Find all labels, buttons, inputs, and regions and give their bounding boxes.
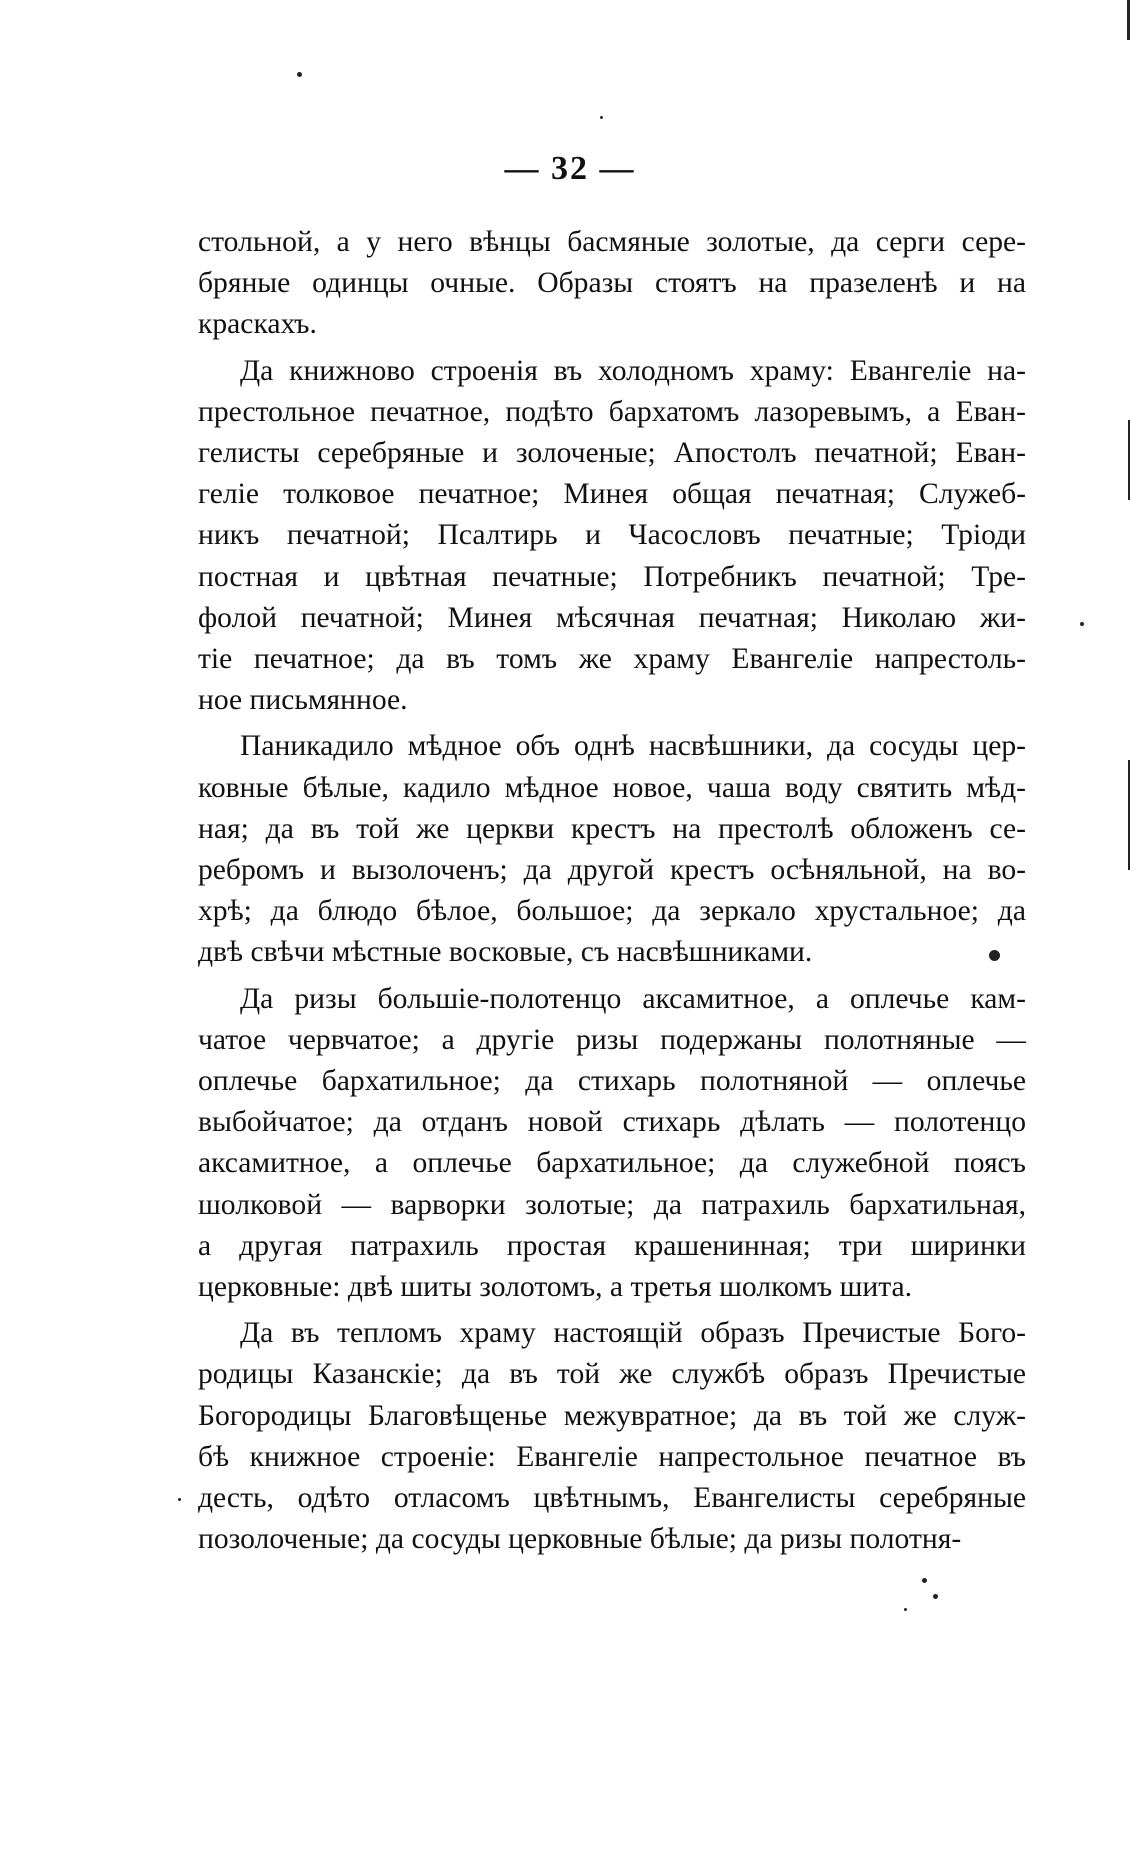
text-line: гелисты серебряные и золоченые; Апостолъ печатной; Еван- xyxy=(198,437,1026,470)
text-line: ное письмянное. xyxy=(198,684,408,717)
text-line: позолоченые; да сосуды церковные бѣлые; да ризы полотня- xyxy=(198,1523,962,1556)
text-line: Да книжново строенія въ холодномъ храму: Евангеліе на- xyxy=(240,354,1026,387)
scan-edge-mark xyxy=(1128,760,1130,870)
text-line: никъ печатной; Псалтирь и Часословъ печатные; Тріоди xyxy=(198,519,1026,552)
text-line: Да въ тепломъ храму настоящій образъ Пречистые Бого- xyxy=(240,1317,1026,1350)
text-line: а другая патрахиль простая крашенинная; три ширинки xyxy=(198,1229,1026,1262)
text-line: ребромъ и вызолоченъ; да другой крестъ осѣняльной, на во- xyxy=(198,854,1026,887)
text-line: выбойчатое; да отданъ новой стихарь дѣлать — полотенцо xyxy=(198,1106,1026,1139)
text-line: Паникадило мѣдное объ однѣ насвѣшники, да сосуды цер- xyxy=(240,730,1026,763)
page-number: — 32 — xyxy=(504,150,636,187)
text-line: бряные одинцы очные. Образы стоятъ на празеленѣ и на xyxy=(198,267,1026,300)
text-line: оплечье бархатильное; да стихарь полотняной — оплечье xyxy=(198,1065,1026,1098)
text-line: аксамитное, а оплечье бархатильное; да служебной поясъ xyxy=(198,1147,1026,1180)
text-line: ная; да въ той же церкви крестъ на престолѣ обложенъ се- xyxy=(198,812,1026,845)
text-line: геліе толковое печатное; Минея общая печатная; Служеб- xyxy=(198,478,1026,511)
scan-speck xyxy=(922,1578,927,1583)
text-line: краскахъ. xyxy=(198,308,317,341)
text-line: двѣ свѣчи мѣстные восковые, съ насвѣшниками. xyxy=(198,936,813,969)
text-line: престольное печатное, подѣто бархатомъ лазоревымъ, а Еван- xyxy=(198,395,1026,428)
body-text xyxy=(198,222,1026,1561)
scan-speck xyxy=(904,1608,907,1611)
scan-speck xyxy=(178,1498,181,1501)
scan-edge-mark xyxy=(1128,420,1130,500)
text-line: ковные бѣлые, кадило мѣдное новое, чаша воду святить мѣд- xyxy=(198,771,1026,804)
text-line: родицы Казанскіе; да въ той же службѣ образъ Пречистые xyxy=(198,1358,1026,1391)
text-line: хрѣ; да блюдо бѣлое, большое; да зеркало хрустальное; да xyxy=(198,895,1026,928)
text-line: тіе печатное; да въ томъ же храму Евангеліе напрестоль- xyxy=(198,643,1026,676)
scan-speck xyxy=(297,72,302,77)
text-line: церковные: двѣ шиты золотомъ, а третья шолкомъ шита. xyxy=(198,1271,913,1304)
scan-speck xyxy=(1080,622,1084,626)
scan-edge-mark xyxy=(1127,0,1130,40)
scan-speck xyxy=(933,1594,938,1599)
scan-speck xyxy=(600,116,603,119)
text-line: чатое червчатое; а другіе ризы подержаны полотняные — xyxy=(198,1023,1026,1056)
text-line: постная и цвѣтная печатные; Потребникъ печатной; Тре- xyxy=(198,560,1026,593)
text-line: шолковой — варворки золотые; да патрахиль бархатильная, xyxy=(198,1188,1026,1221)
text-line: Да ризы большіе-полотенцо аксамитное, а оплечье кам- xyxy=(240,982,1026,1015)
text-line: бѣ книжное строеніе: Евангеліе напрестольное печатное въ xyxy=(198,1440,1026,1473)
text-line: Богородицы Благовѣщенье межувратное; да въ той же служ- xyxy=(198,1399,1026,1432)
text-line: десть, одѣто отласомъ цвѣтнымъ, Евангелисты серебряные xyxy=(198,1482,1026,1515)
text-line: стольной, а у него вѣнцы басмяные золотые, да серги сере- xyxy=(198,226,1026,258)
text-line: фолой печатной; Минея мѣсячная печатная; Николаю жи- xyxy=(198,601,1026,634)
